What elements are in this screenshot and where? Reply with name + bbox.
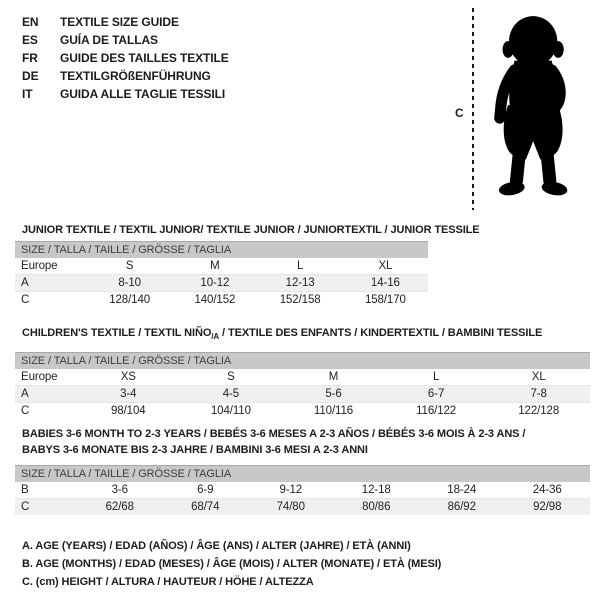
height-cell: 62/68 xyxy=(105,501,134,513)
months-cell: 3-6 xyxy=(111,484,128,496)
junior-section-heading: JUNIOR TEXTILE / TEXTIL JUNIOR/ TEXTILE JUNIOR / JUNIORTEXTIL / JUNIOR TESSILE xyxy=(22,224,480,236)
height-cell: 104/110 xyxy=(210,405,251,417)
language-title: GUIDA ALLE TAGLIE TESSILI xyxy=(60,87,226,101)
row-label: Europe xyxy=(21,371,58,383)
height-cell: 98/104 xyxy=(111,405,146,417)
language-title: GUÍA DE TALLAS xyxy=(60,33,158,47)
months-cell: 6-9 xyxy=(197,484,214,496)
row-label: C xyxy=(21,294,30,306)
age-cell: 6-7 xyxy=(427,388,445,400)
table-row xyxy=(15,386,590,403)
table-row xyxy=(15,369,590,386)
children-heading-post: / TEXTILE DES ENFANTS / KINDERTEXTIL / BAMBINI TESSILE xyxy=(219,327,543,339)
size-cell: M xyxy=(210,260,220,272)
height-cell: 158/170 xyxy=(364,294,406,306)
height-cell: 152/158 xyxy=(279,294,321,306)
babies-size-table xyxy=(15,465,590,515)
babies-size-header-bar: SIZE / TALLA / TAILLE / GRÖSSE / TAGLIA xyxy=(15,465,590,482)
months-cell: 24-36 xyxy=(532,484,562,496)
age-cell: 3-4 xyxy=(120,388,137,400)
size-cell: M xyxy=(328,371,339,383)
children-size-table xyxy=(15,352,590,419)
height-cell: 80/86 xyxy=(362,501,391,513)
size-cell: XS xyxy=(120,371,136,383)
age-cell: 10-12 xyxy=(200,277,230,289)
height-cell: 92/98 xyxy=(533,501,562,513)
baby-silhouette-image xyxy=(484,6,586,213)
language-row-es xyxy=(22,31,229,49)
height-cell: 128/140 xyxy=(109,294,151,306)
language-row-de xyxy=(22,67,229,85)
language-code: IT xyxy=(22,87,33,101)
size-cell: XL xyxy=(378,260,393,272)
children-heading-subscript: /A xyxy=(211,332,220,342)
months-cell: 18-24 xyxy=(447,484,477,496)
size-cell: S xyxy=(125,260,134,272)
row-label: C xyxy=(21,405,30,417)
language-title-list xyxy=(22,13,229,103)
height-cell: 140/152 xyxy=(194,294,236,306)
height-cell: 68/74 xyxy=(191,501,220,513)
size-cell: XL xyxy=(531,371,546,383)
height-cell: 74/80 xyxy=(276,501,305,513)
row-label: B xyxy=(21,484,29,496)
language-title: TEXTILGRÖßENFÜHRUNG xyxy=(60,69,211,83)
footnote-b: B. AGE (MONTHS) / EDAD (MESES) / ÂGE (MOIS) / ALTER (MONATE) / ETÀ (MESI) xyxy=(22,558,442,570)
age-cell: 4-5 xyxy=(222,388,240,400)
height-cell: 110/116 xyxy=(313,405,354,417)
language-title: GUIDE DES TAILLES TEXTILE xyxy=(60,51,229,65)
language-row-fr xyxy=(22,49,229,67)
size-cell: L xyxy=(296,260,304,272)
language-code: EN xyxy=(22,15,39,29)
row-label: A xyxy=(21,277,29,289)
age-cell: 8-10 xyxy=(118,277,141,289)
table-row xyxy=(15,403,590,419)
table-row xyxy=(15,275,428,292)
row-label: C xyxy=(21,501,30,513)
footnote-c: C. (cm) HEIGHT / ALTURA / HAUTEUR / HÖHE / ALTEZZA xyxy=(22,576,314,588)
language-title: TEXTILE SIZE GUIDE xyxy=(60,15,179,29)
row-label: A xyxy=(21,388,29,400)
months-cell: 9-12 xyxy=(279,484,303,496)
height-cell: 86/92 xyxy=(447,501,476,513)
row-label: Europe xyxy=(21,260,58,272)
junior-size-table xyxy=(15,241,428,308)
children-section-heading xyxy=(22,327,542,341)
children-size-header-bar: SIZE / TALLA / TAILLE / GRÖSSE / TAGLIA xyxy=(15,352,590,369)
size-cell: S xyxy=(227,371,235,383)
children-heading-pre: CHILDREN'S TEXTILE / TEXTIL NIÑO xyxy=(22,327,212,339)
babies-heading-line1: BABIES 3-6 MONTH TO 2-3 YEARS / BEBÉS 3-6 MESES A 2-3 AÑOS / BÉBÉS 3-6 MOIS À 2-3 ANS / xyxy=(22,428,526,440)
babies-heading-line2: BABYS 3-6 MONATE BIS 2-3 JAHRE / BAMBINI 3-6 MESI A 2-3 ANNI xyxy=(22,444,368,456)
age-cell: 12-13 xyxy=(285,277,315,289)
junior-size-header-bar: SIZE / TALLA / TAILLE / GRÖSSE / TAGLIA xyxy=(15,241,428,258)
table-row xyxy=(15,482,590,499)
table-row xyxy=(15,499,590,515)
language-code: ES xyxy=(22,33,38,47)
footnote-list xyxy=(22,537,441,591)
babies-section-heading xyxy=(22,426,525,458)
height-cell: 116/122 xyxy=(416,405,457,417)
height-measure-line xyxy=(471,8,475,215)
age-cell: 5-6 xyxy=(325,388,342,400)
language-code: DE xyxy=(22,69,39,83)
table-row xyxy=(15,292,428,308)
height-measure-label: C xyxy=(455,106,464,120)
size-cell: L xyxy=(432,371,440,383)
height-cell: 122/128 xyxy=(518,405,560,417)
age-cell: 14-16 xyxy=(370,277,400,289)
age-cell: 7-8 xyxy=(530,388,547,400)
language-row-en xyxy=(22,13,229,31)
table-row xyxy=(15,258,428,275)
language-code: FR xyxy=(22,51,38,65)
language-row-it xyxy=(22,85,229,103)
months-cell: 12-18 xyxy=(361,484,391,496)
footnote-a: A. AGE (YEARS) / EDAD (AÑOS) / ÂGE (ANS) / ALTER (JAHRE) / ETÀ (ANNI) xyxy=(22,540,411,552)
